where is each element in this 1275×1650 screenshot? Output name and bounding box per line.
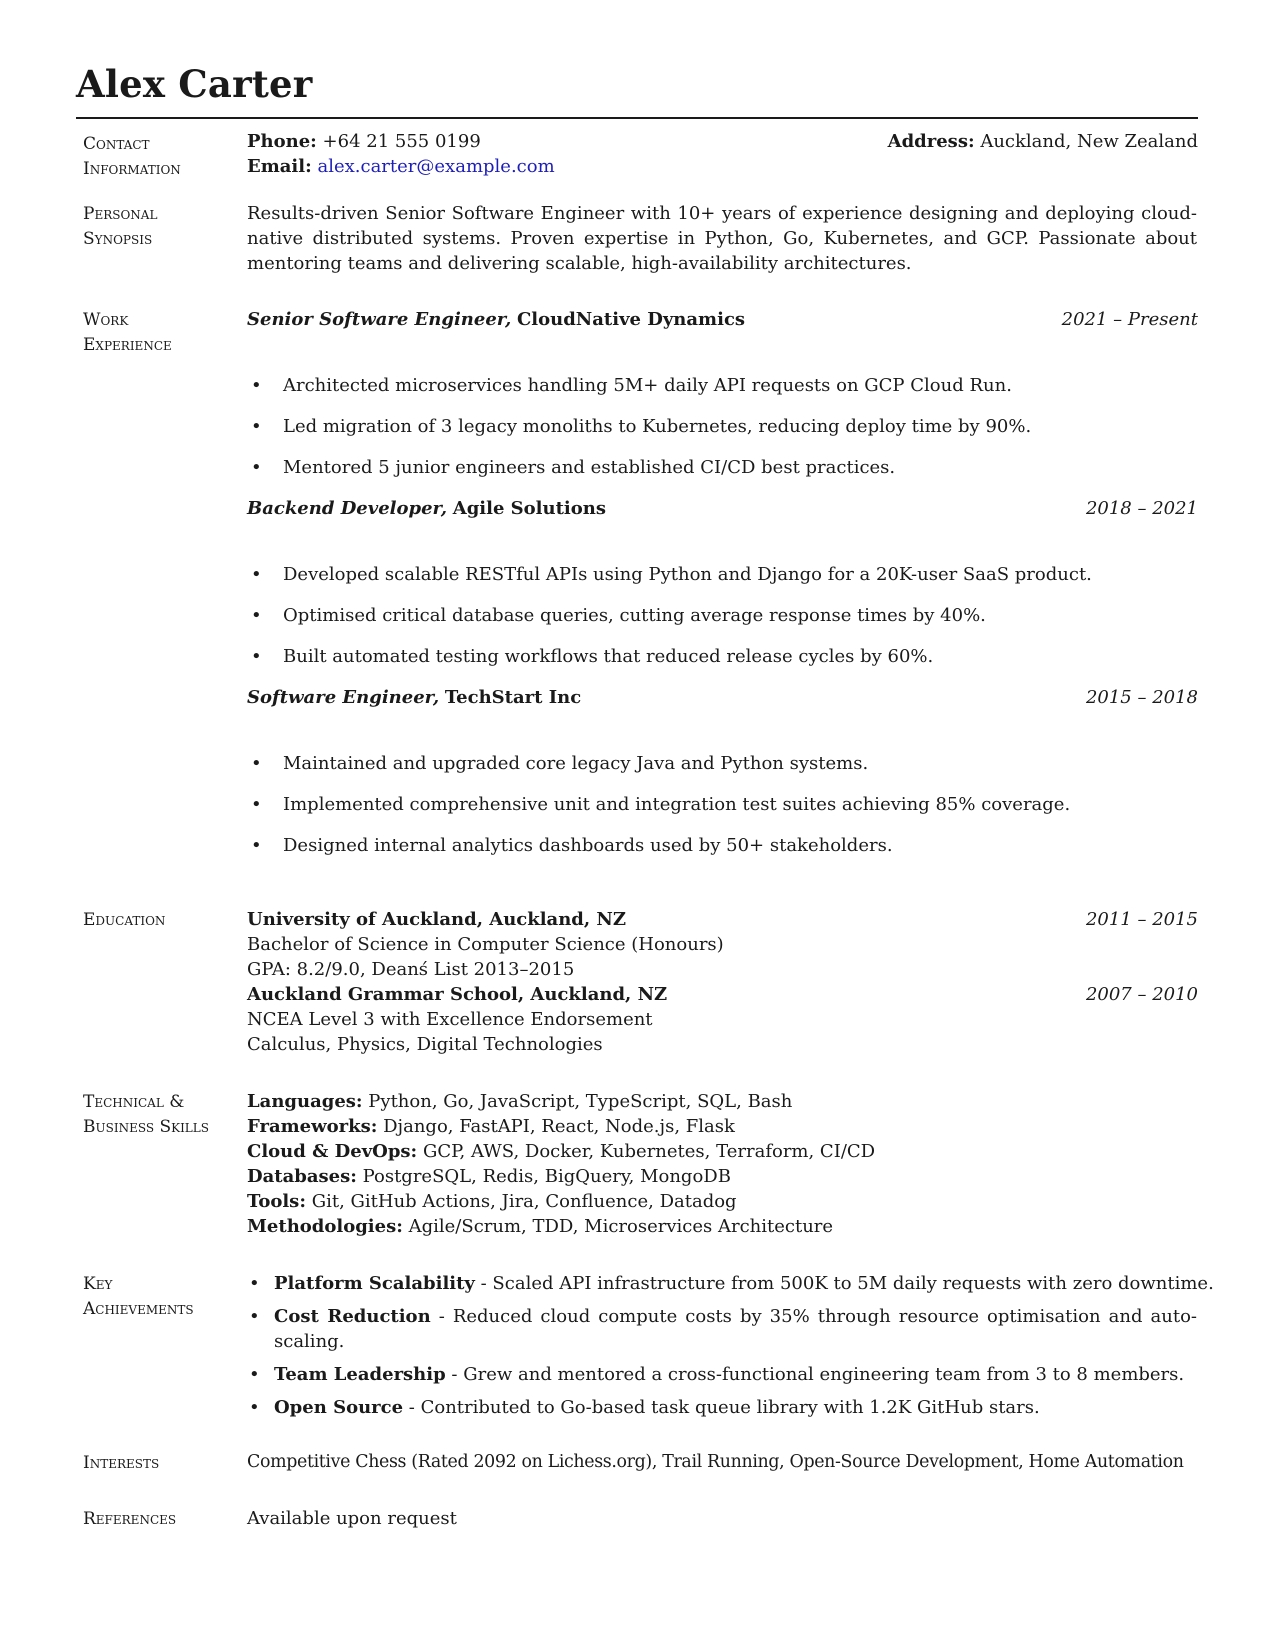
- school-detail: NCEA Level 3 with Excellence Endorsement: [247, 1009, 653, 1030]
- job-company: TechStart Inc: [444, 687, 582, 708]
- email-link[interactable]: alex.carter@example.com: [317, 156, 555, 177]
- school-name-text: University of Auckland, Auckland, NZ: [247, 909, 627, 930]
- skill-value: Git, GitHub Actions, Jira, Confluence, Datadog: [311, 1191, 737, 1212]
- school-detail: GPA: 8.2/9.0, Deanś List 2013–2015: [247, 959, 575, 980]
- job-bullet: [247, 792, 1070, 817]
- achievement-text: - Scaled API infrastructure from 500K to 5M daily requests with zero downtime.: [474, 1273, 1214, 1294]
- job-bullet: [247, 833, 893, 858]
- job-bullet: [247, 751, 868, 776]
- school-dates: 2011 – 2015: [1085, 909, 1198, 930]
- skill-row: [247, 1114, 735, 1139]
- achievement-text: - Reduced cloud compute costs by 35% through resource optimisation and auto-scaling.: [274, 1306, 1197, 1352]
- label-line: Business Skills: [83, 1117, 209, 1137]
- bullet-text: Developed scalable RESTful APIs using Python and Django for a 20K-user SaaS product.: [283, 564, 1092, 585]
- references-text: Available upon request: [247, 1508, 457, 1529]
- school-detail: Calculus, Physics, Digital Technologies: [247, 1034, 603, 1055]
- skill-value: PostgreSQL, Redis, BigQuery, MongoDB: [362, 1166, 731, 1187]
- job-heading: [247, 307, 745, 332]
- bullet-icon: •: [249, 1306, 260, 1327]
- skill-label: Databases:: [247, 1166, 357, 1187]
- label-line: Work: [83, 310, 129, 330]
- achievement-title: Platform Scalability: [274, 1273, 475, 1294]
- bullet-icon: •: [251, 564, 262, 585]
- label-line: Personal: [83, 204, 158, 224]
- bullet-icon: •: [249, 1397, 260, 1418]
- section-label-work: [83, 308, 172, 358]
- skill-value: Python, Go, JavaScript, TypeScript, SQL, Bash: [368, 1091, 793, 1112]
- bullet-icon: •: [251, 835, 262, 856]
- bullet-text: Designed internal analytics dashboards used by 50+ stakeholders.: [283, 835, 893, 856]
- label-line: Information: [83, 159, 181, 179]
- job-bullet: [247, 603, 986, 628]
- achievement-body: [274, 1304, 1197, 1354]
- achievement-title: Team Leadership: [274, 1364, 446, 1385]
- bullet-text: Implemented comprehensive unit and integration test suites achieving 85% coverage.: [283, 794, 1071, 815]
- skill-value: Agile/Scrum, TDD, Microservices Architecture: [408, 1216, 834, 1237]
- skill-row: [247, 1164, 731, 1189]
- section-label-skills: [83, 1090, 209, 1140]
- label-line: Contact: [83, 134, 150, 154]
- section-label-education: Education: [83, 910, 166, 930]
- skill-row: [247, 1189, 737, 1214]
- bullet-icon: •: [251, 605, 262, 626]
- job-dates: 2018 – 2021: [1085, 498, 1198, 519]
- section-label-achievements: [83, 1272, 194, 1322]
- bullet-icon: •: [251, 375, 262, 396]
- job-heading: [247, 685, 581, 710]
- achievement-text: - Contributed to Go-based task queue library with 1.2K GitHub stars.: [403, 1397, 1040, 1418]
- job-company: Agile Solutions: [452, 498, 606, 519]
- skill-row: [247, 1139, 875, 1164]
- skill-label: Tools:: [247, 1191, 306, 1212]
- section-label-references: References: [83, 1509, 177, 1529]
- achievement-title: Open Source: [274, 1397, 404, 1418]
- skill-row: [247, 1214, 833, 1239]
- phone-label: Phone:: [247, 131, 317, 152]
- label-line: Technical &: [83, 1092, 185, 1112]
- label-line: Experience: [83, 335, 172, 355]
- interests-text: Competitive Chess (Rated 2092 on Lichess.org), Trail Running, Open-Source Development, Home Automation: [247, 1452, 1184, 1472]
- job-bullet: [247, 414, 1031, 439]
- job-company: CloudNative Dynamics: [516, 309, 746, 330]
- bullet-text: Mentored 5 junior engineers and established CI/CD best practices.: [283, 457, 896, 478]
- bullet-text: Architected microservices handling 5M+ daily API requests on GCP Cloud Run.: [283, 375, 1012, 396]
- label-line: Key: [83, 1274, 113, 1294]
- school-name: [247, 982, 667, 1007]
- job-heading: [247, 496, 606, 521]
- skill-value: GCP, AWS, Docker, Kubernetes, Terraform, CI/CD: [422, 1141, 876, 1162]
- achievement-text: - Grew and mentored a cross-functional engineering team from 3 to 8 members.: [445, 1364, 1185, 1385]
- synopsis-text: Results-driven Senior Software Engineer with 10+ years of experience designing and deploying cloud-native distributed systems. Proven expertise in Python, Go, Kubernetes, and GCP. Passionate about mentoring teams and delivering scalable, high-availability architectures.: [247, 203, 1197, 274]
- address-value: Auckland, New Zealand: [980, 131, 1198, 152]
- bullet-text: Built automated testing workflows that reduced release cycles by 60%.: [283, 646, 934, 667]
- achievement-item: [249, 1271, 1214, 1296]
- job-bullet: [247, 562, 1092, 587]
- job-bullet: [247, 373, 1012, 398]
- section-label-interests: Interests: [83, 1453, 160, 1473]
- school-name: [247, 907, 626, 932]
- bullet-icon: •: [251, 416, 262, 437]
- contact-phone: [247, 129, 481, 154]
- job-dates: 2015 – 2018: [1085, 687, 1198, 708]
- bullet-text: Optimised critical database queries, cutting average response times by 40%.: [283, 605, 986, 626]
- bullet-icon: •: [251, 794, 262, 815]
- achievement-title: Cost Reduction: [274, 1306, 431, 1327]
- skill-label: Languages:: [247, 1091, 363, 1112]
- bullet-icon: •: [251, 646, 262, 667]
- job-bullet: [247, 644, 933, 669]
- skill-label: Cloud & DevOps:: [247, 1141, 418, 1162]
- job-title: Software Engineer,: [247, 687, 440, 708]
- section-label-synopsis: [83, 202, 157, 252]
- school-detail: Bachelor of Science in Computer Science (Honours): [247, 934, 724, 955]
- section-label-contact: [83, 132, 181, 182]
- bullet-text: Led migration of 3 legacy monoliths to Kubernetes, reducing deploy time by 90%.: [283, 416, 1032, 437]
- school-name-text: Auckland Grammar School, Auckland, NZ: [247, 984, 668, 1005]
- label-line: Achievements: [83, 1299, 194, 1319]
- skill-value: Django, FastAPI, React, Node.js, Flask: [383, 1116, 735, 1137]
- skill-label: Methodologies:: [247, 1216, 403, 1237]
- contact-address: [888, 129, 1198, 154]
- bullet-icon: •: [249, 1364, 260, 1385]
- bullet-icon: •: [249, 1273, 260, 1294]
- job-title: Backend Developer,: [247, 498, 447, 519]
- bullet-icon: •: [251, 753, 262, 774]
- bullet-icon: •: [251, 457, 262, 478]
- job-dates: 2021 – Present: [1061, 309, 1198, 330]
- email-label: Email:: [247, 156, 312, 177]
- school-dates: 2007 – 2010: [1085, 984, 1198, 1005]
- label-line: Synopsis: [83, 229, 153, 249]
- skill-label: Frameworks:: [247, 1116, 378, 1137]
- contact-email: [247, 154, 555, 179]
- achievement-item: [249, 1362, 1184, 1387]
- skill-row: [247, 1089, 792, 1114]
- job-bullet: [247, 455, 895, 480]
- resume-name: Alex Carter: [76, 62, 313, 106]
- job-title: Senior Software Engineer,: [247, 309, 512, 330]
- achievement-item: [249, 1304, 1197, 1354]
- address-label: Address:: [887, 131, 975, 152]
- phone-value: +64 21 555 0199: [322, 131, 481, 152]
- bullet-text: Maintained and upgraded core legacy Java and Python systems.: [283, 753, 869, 774]
- header-rule: [76, 117, 1198, 119]
- achievement-item: [249, 1395, 1040, 1420]
